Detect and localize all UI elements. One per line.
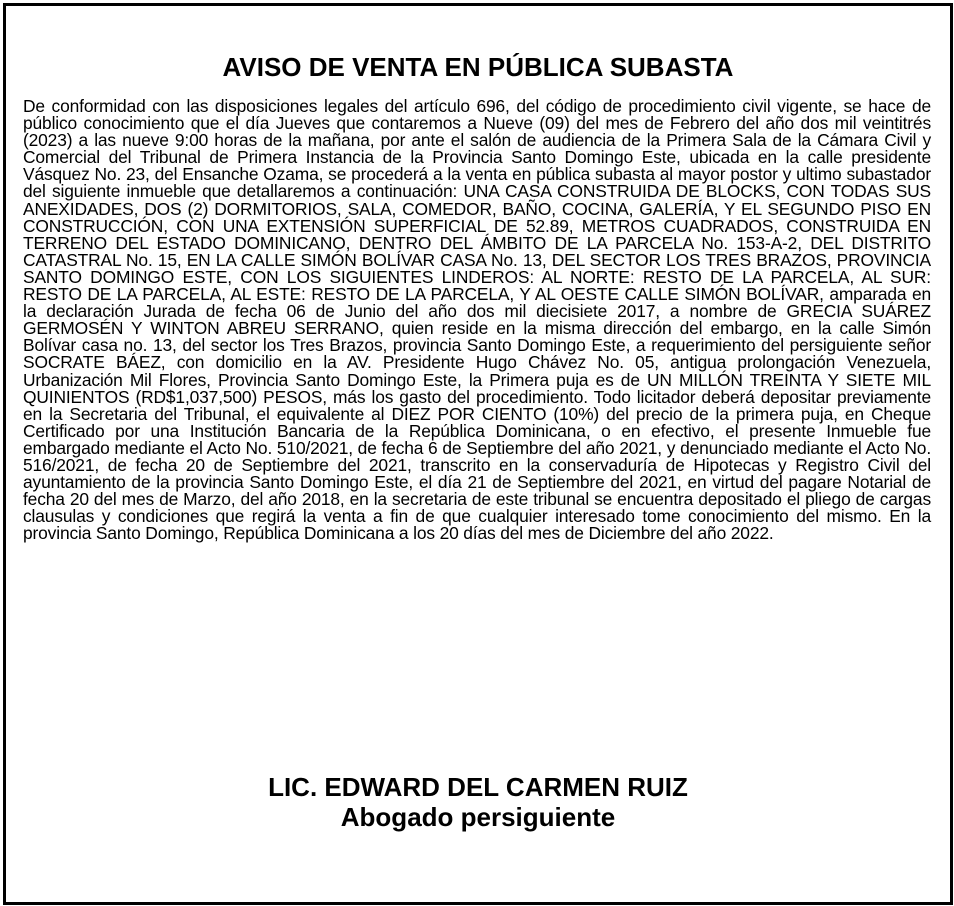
signature-role: Abogado persiguiente — [340, 802, 616, 832]
signature-block — [6, 772, 950, 832]
notice-title: AVISO DE VENTA EN PÚBLICA SUBASTA — [222, 52, 734, 82]
signature-name: LIC. EDWARD DEL CARMEN RUIZ — [268, 772, 688, 802]
notice-frame — [3, 3, 953, 905]
notice-body: De conformidad con las disposiciones legales del artículo 696, del código de procedimiento civil vigente, se hace de público conocimiento que el día Jueves que contaremos a Nueve (09) del mes de Febrero del año dos mil veintitrés (2023) a las nueve 9:00 horas de la mañana, por ante el salón de audiencia de la Primera Sala de la Cámara Civil y Comercial del Tribunal de Primera Instancia de la Provincia Santo Domingo Este, ubicada en la calle presidente Vásquez No. 23, del Ensanche Ozama, se procederá a la venta en pública subasta al mayor postor y ultimo subastador del siguiente inmueble que detallaremos a continuación: UNA CASA CONSTRUIDA DE BLOCKS, CON TODAS SUS ANEXIDADES, DOS (2) DORMITORIOS, SALA, COMEDOR, BAÑO, COCINA, GALERÍA, Y EL SEGUNDO PISO EN CONSTRUCCIÓN, CON UNA EXTENSIÓN SUPERFICIAL DE 52.89, METROS CUADRADOS, CONSTRUIDA EN TERRENO DEL ESTADO DOMINICANO, DENTRO DEL ÁMBITO DE LA PARCELA No. 153-A-2, DEL DISTRITO CATASTRAL No. 15, EN LA CALLE SIMÓN BOLÍVAR CASA No. 13, DEL SECTOR LOS TRES BRAZOS, PROVINCIA SANTO DOMINGO ESTE, CON LOS SIGUIENTES LINDEROS: AL NORTE: RESTO DE LA PARCELA, AL SUR: RESTO DE LA PARCELA, AL ESTE: RESTO DE LA PARCELA, Y AL OESTE CALLE SIMÓN BOLÍVAR, amparada en la declaración Jurada de fecha 06 de Junio del año dos mil diecisiete 2017, a nombre de GRECIA SUÁREZ GERMOSÉN Y WINTON ABREU SERRANO, quien reside en la misma dirección del embargo, en la calle Simón Bolívar casa no. 13, del sector los Tres Brazos, provincia Santo Domingo Este, a requerimiento del persiguiente señor SOCRATE BÁEZ, con domicilio en la AV. Presidente Hugo Chávez No. 05, antigua prolongación Venezuela, Urbanización Mil Flores, Provincia Santo Domingo Este, la Primera puja es de UN MILLÓN TREINTA Y SIETE MIL QUINIENTOS (RD$1,037,500) PESOS, más los gasto del procedimiento. Todo licitador deberá depositar previamente en la Secretaria del Tribunal, el equivalente al DIEZ POR CIENTO (10%) del precio de la primera puja, en Cheque Certificado por una Institución Bancaria de la República Dominicana, o en efectivo, el presente Inmueble fue embargado mediante el Acto No. 510/2021, de fecha 6 de Septiembre del año 2021, y denunciado mediante el Acto No. 516/2021, de fecha 20 de Septiembre del 2021, transcrito en la conservaduría de Hipotecas y Registro Civil del ayuntamiento de la provincia Santo Domingo Este, el día 21 de Septiembre del 2021, en virtud del pagare Notarial de fecha 20 del mes de Marzo, del año 2018, en la secretaria de este tribunal se encuentra depositado el pliego de cargas clausulas y condiciones que regirá la venta a fin de que cualquier interesado tome conocimiento del mismo. En la provincia Santo Domingo, República Dominicana a los 20 días del mes de Diciembre del año 2022. — [23, 96, 931, 544]
